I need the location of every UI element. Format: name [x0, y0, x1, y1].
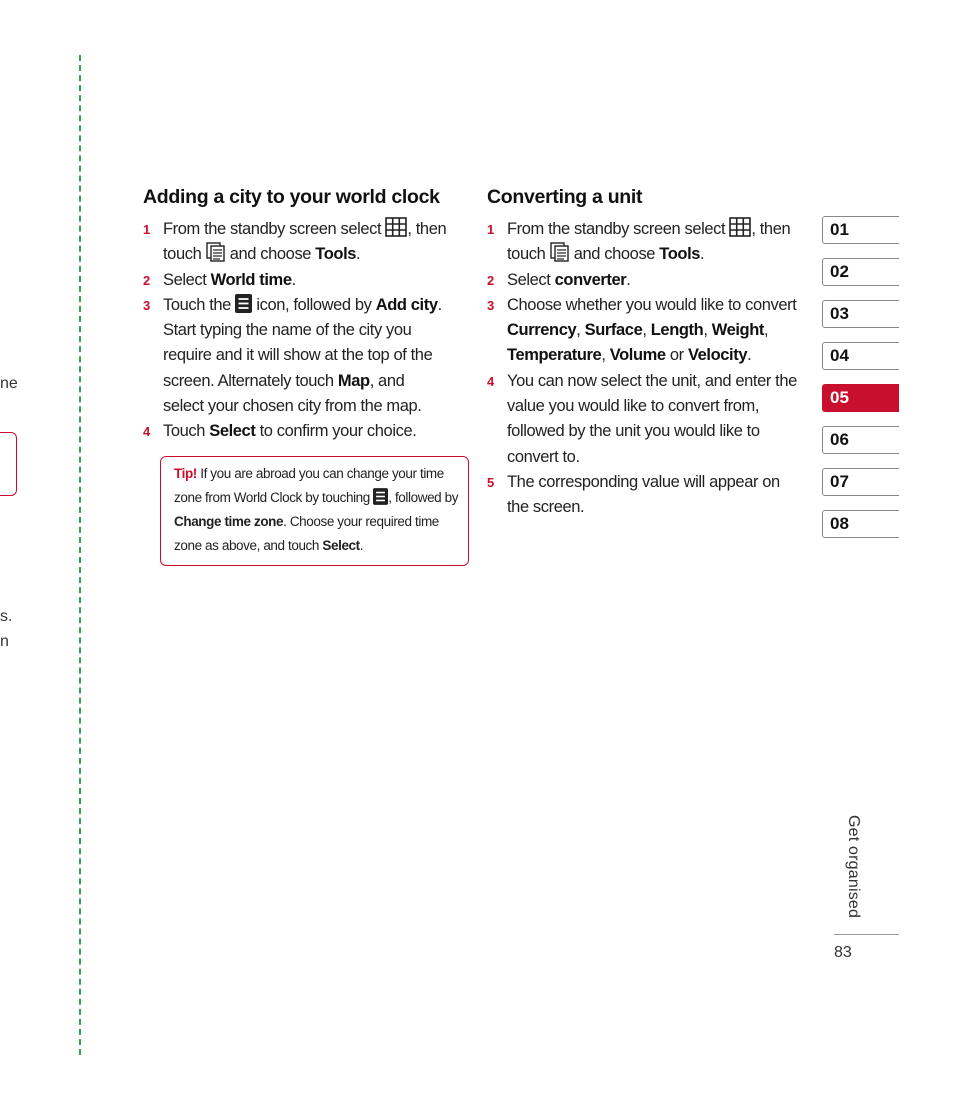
- bold-term: Select: [209, 422, 256, 441]
- menu-icon: [373, 488, 388, 505]
- step-text: Touch the: [163, 295, 236, 314]
- step-text: and choose: [225, 245, 316, 264]
- step-number: 3: [487, 297, 494, 313]
- bold-term: Velocity: [687, 346, 748, 365]
- step-item: [143, 419, 448, 444]
- step-text: or: [665, 346, 688, 365]
- chapter-tabs: [822, 216, 899, 552]
- step-text: , and select your chosen city from the map.: [163, 371, 422, 416]
- document-icon: [550, 242, 570, 262]
- step-item: [487, 369, 799, 470]
- step-text: Touch: [163, 422, 210, 441]
- bold-term: Volume: [609, 346, 666, 365]
- bold-term: Select: [322, 538, 360, 553]
- chapter-tab-08[interactable]: 08: [822, 510, 899, 538]
- tip-text: .: [359, 538, 364, 553]
- step-text: Select: [507, 270, 555, 289]
- bold-term: Change time zone: [174, 514, 284, 529]
- step-number: 2: [143, 272, 150, 288]
- bold-term: World time: [210, 270, 292, 289]
- document-icon: [206, 242, 226, 262]
- step-text: Select: [163, 270, 211, 289]
- page-number: 83: [834, 944, 852, 961]
- step-text: ,: [703, 321, 712, 340]
- step-text: .: [626, 270, 631, 289]
- step-text: The corresponding value will appear on the screen.: [507, 472, 780, 517]
- step-item: [487, 470, 799, 521]
- step-text: Choose whether you would like to convert: [507, 295, 797, 314]
- bold-term: Temperature: [507, 346, 602, 365]
- section-heading: Adding a city to your world clock: [143, 186, 440, 208]
- step-item: [143, 217, 448, 268]
- chapter-tab-04[interactable]: 04: [822, 342, 899, 370]
- menu-icon: [235, 294, 252, 313]
- step-text: ,: [642, 321, 651, 340]
- step-number: 4: [143, 424, 150, 440]
- step-text: .: [700, 245, 705, 264]
- chapter-tab-01[interactable]: 01: [822, 216, 899, 244]
- margin-fragment-box: [0, 432, 17, 496]
- step-text: icon, followed by: [252, 295, 376, 314]
- step-number: 2: [487, 272, 494, 288]
- step-text: to confirm your choice.: [255, 422, 417, 441]
- chapter-tab-03[interactable]: 03: [822, 300, 899, 328]
- grid-icon: [385, 217, 407, 237]
- step-number: 5: [487, 474, 494, 490]
- step-text: You can now select the unit, and enter the value you would like to convert from, followed by the unit you would like to convert to.: [507, 371, 797, 466]
- bold-term: Add city: [375, 295, 438, 314]
- margin-fragment: s.: [0, 608, 13, 625]
- section-label: Get organised: [845, 815, 862, 919]
- chapter-tab-06[interactable]: 06: [822, 426, 899, 454]
- step-text: .: [356, 245, 361, 264]
- margin-fragment: ne: [0, 375, 18, 392]
- tip-text: . Choose your required time zone as above, and touch: [174, 514, 439, 553]
- bold-term: Length: [650, 321, 704, 340]
- step-text: . Start typing the name of the city you require and it will show at the top of the screen. Alternately touch: [163, 295, 442, 390]
- step-text: , then touch: [163, 220, 447, 264]
- tip-text: If you are abroad you can change your time zone from World Clock by touching: [174, 466, 444, 505]
- chapter-tab-05[interactable]: 05: [822, 384, 899, 412]
- step-number: 1: [487, 222, 494, 237]
- bold-term: Tools: [315, 245, 357, 264]
- chapter-tab-02[interactable]: 02: [822, 258, 899, 286]
- binding-dashed-line: [79, 55, 81, 1055]
- step-text: , then touch: [507, 220, 791, 264]
- step-text: .: [291, 270, 296, 289]
- step-text: From the standby screen select: [163, 220, 386, 238]
- step-item: [487, 268, 799, 293]
- step-text: and choose: [569, 245, 660, 264]
- left-column: [143, 186, 448, 445]
- tip-label: Tip!: [174, 466, 197, 481]
- step-item: [143, 268, 448, 293]
- step-text: ,: [601, 346, 610, 365]
- step-text: .: [747, 346, 752, 365]
- bold-term: Map: [337, 371, 370, 390]
- step-number: 1: [143, 222, 150, 237]
- step-text: From the standby screen select: [507, 220, 730, 238]
- step-text: ,: [764, 321, 769, 340]
- grid-icon: [729, 217, 751, 237]
- step-number: 3: [143, 297, 150, 313]
- footer-rule: [834, 934, 899, 935]
- chapter-tab-07[interactable]: 07: [822, 468, 899, 496]
- step-text: ,: [576, 321, 585, 340]
- bold-term: converter: [554, 270, 627, 289]
- tip-box: [160, 456, 469, 566]
- section-heading: Converting a unit: [487, 186, 643, 208]
- step-item: [487, 293, 799, 369]
- bold-term: Surface: [584, 321, 643, 340]
- bold-term: Currency: [507, 321, 577, 340]
- margin-fragment: n: [0, 633, 9, 650]
- bold-term: Tools: [659, 245, 701, 264]
- step-item: [487, 217, 799, 268]
- step-item: [143, 293, 448, 419]
- tip-text: , followed by: [388, 490, 459, 505]
- bold-term: Weight: [711, 321, 764, 340]
- right-column: [487, 186, 799, 521]
- step-number: 4: [487, 373, 494, 389]
